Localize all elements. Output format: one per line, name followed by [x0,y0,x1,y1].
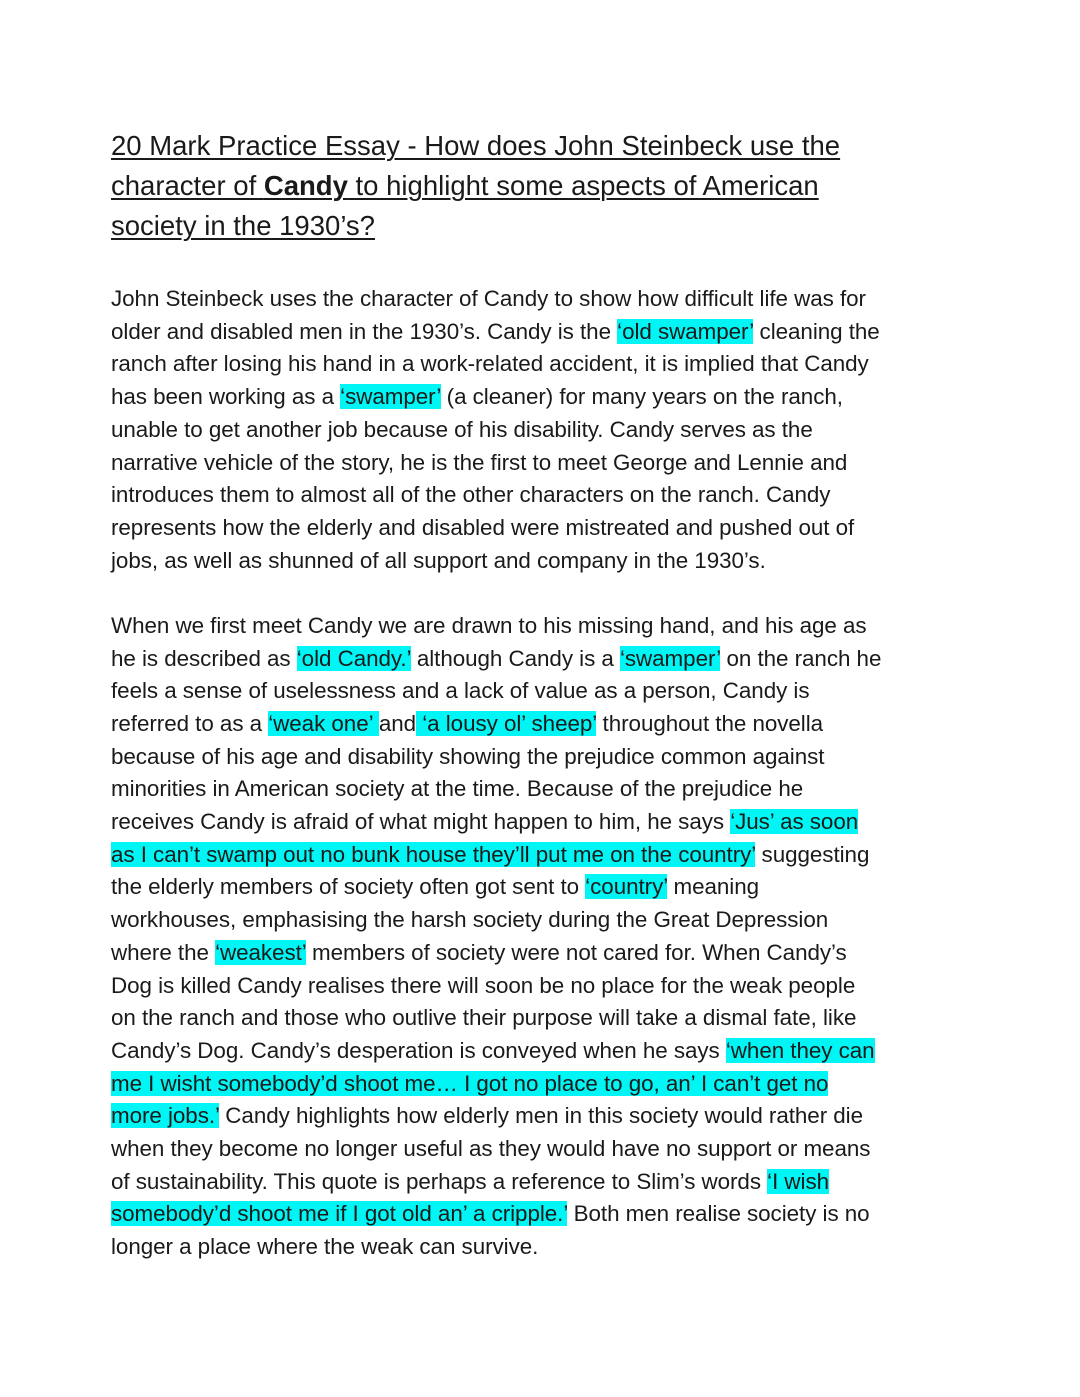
highlighted-quote: ‘weak one’ [268,710,379,736]
highlighted-quote: ‘old swamper’ [617,318,754,344]
highlighted-quote: ‘weakest’ [215,939,306,965]
highlighted-quote: ‘swamper’ [340,384,441,410]
highlighted-quote: me I wisht somebody’d shoot me… I got no place to go, an’ I can’t get no [111,1070,829,1096]
title-bold-word: Candy [263,170,348,201]
highlighted-quote: ‘Jus’ as soon [730,809,859,835]
document-page [111,126,991,1264]
essay-title: 20 Mark Practice Essay - How does John Steinbeck use the character of Candy to highlight some aspects of American society in the 1930’s? [111,130,841,241]
highlighted-quote: ‘swamper’ [619,645,721,671]
highlighted-quote: as I can’t swamp out no bunk house they’ll put me on the country’ [111,841,756,867]
paragraph-2: When we first meet Candy we are drawn to his missing hand, and his age as he is described as ‘old Candy.’ although Candy is a ‘swamper’ on the ranch he feels a sense of uselessness and a lack of value as a person, Candy is referred to as a ‘weak one’ and ‘a lousy ol’ sheep’ throughout the novella because of his age and disability showing the prejudice common against minorities in American society at the time. Because of the prejudice he receives Candy is afraid of what might happen to him, he says ‘Jus’ as soon as I can’t swamp out no bunk house they’ll put me on the country’ suggesting the elderly members of society often got sent to ‘country’ meaning workhouses, emphasising the harsh society during the Great Depression where the ‘weakest’ members of society were not cared for. When Candy’s Dog is killed Candy realises there will soon be no place for the weak people on the ranch and those who outlive their purpose will take a dismal fate, like Candy’s Dog. Candy’s desperation is conveyed when he says ‘when they can me I wisht somebody’d shoot me… I got no place to go, an’ I can’t get no more jobs.’ Candy highlights how elderly men in this society would rather die when they become no longer useful as they would have no support or means of sustainability. This quote is perhaps a reference to Slim’s words ‘I wish somebody’d shoot me if I got old an’ a cripple.’ Both men realise society is no longer a place where the weak can survive. [111,612,882,1260]
highlighted-quote: ‘old Candy.’ [296,645,411,671]
highlighted-quote: somebody’d shoot me if I got old an’ a cripple.’ [111,1201,568,1227]
highlighted-quote: ‘when they can [725,1037,875,1063]
highlighted-quote: ‘a lousy ol’ sheep’ [416,710,597,736]
highlighted-quote: ‘I wish [767,1168,830,1194]
highlighted-quote: ‘country’ [585,874,668,900]
paragraph-1: John Steinbeck uses the character of Candy to show how difficult life was for older and disabled men in the 1930’s. Candy is the ‘old swamper’ cleaning the ranch after losing his hand in a work-related accident, it is implied that Candy has been working as a ‘swamper’ (a cleaner) for many years on the ranch, unable to get another job because of his disability. Candy serves as the narrative vehicle of the story, he is the first to meet George and Lennie and introduces them to almost all of the other characters on the ranch. Candy represents how the elderly and disabled were mistreated and pushed out of jobs, as well as shunned of all support and company in the 1930’s. [111,286,880,573]
highlighted-quote: more jobs.’ [111,1103,220,1129]
